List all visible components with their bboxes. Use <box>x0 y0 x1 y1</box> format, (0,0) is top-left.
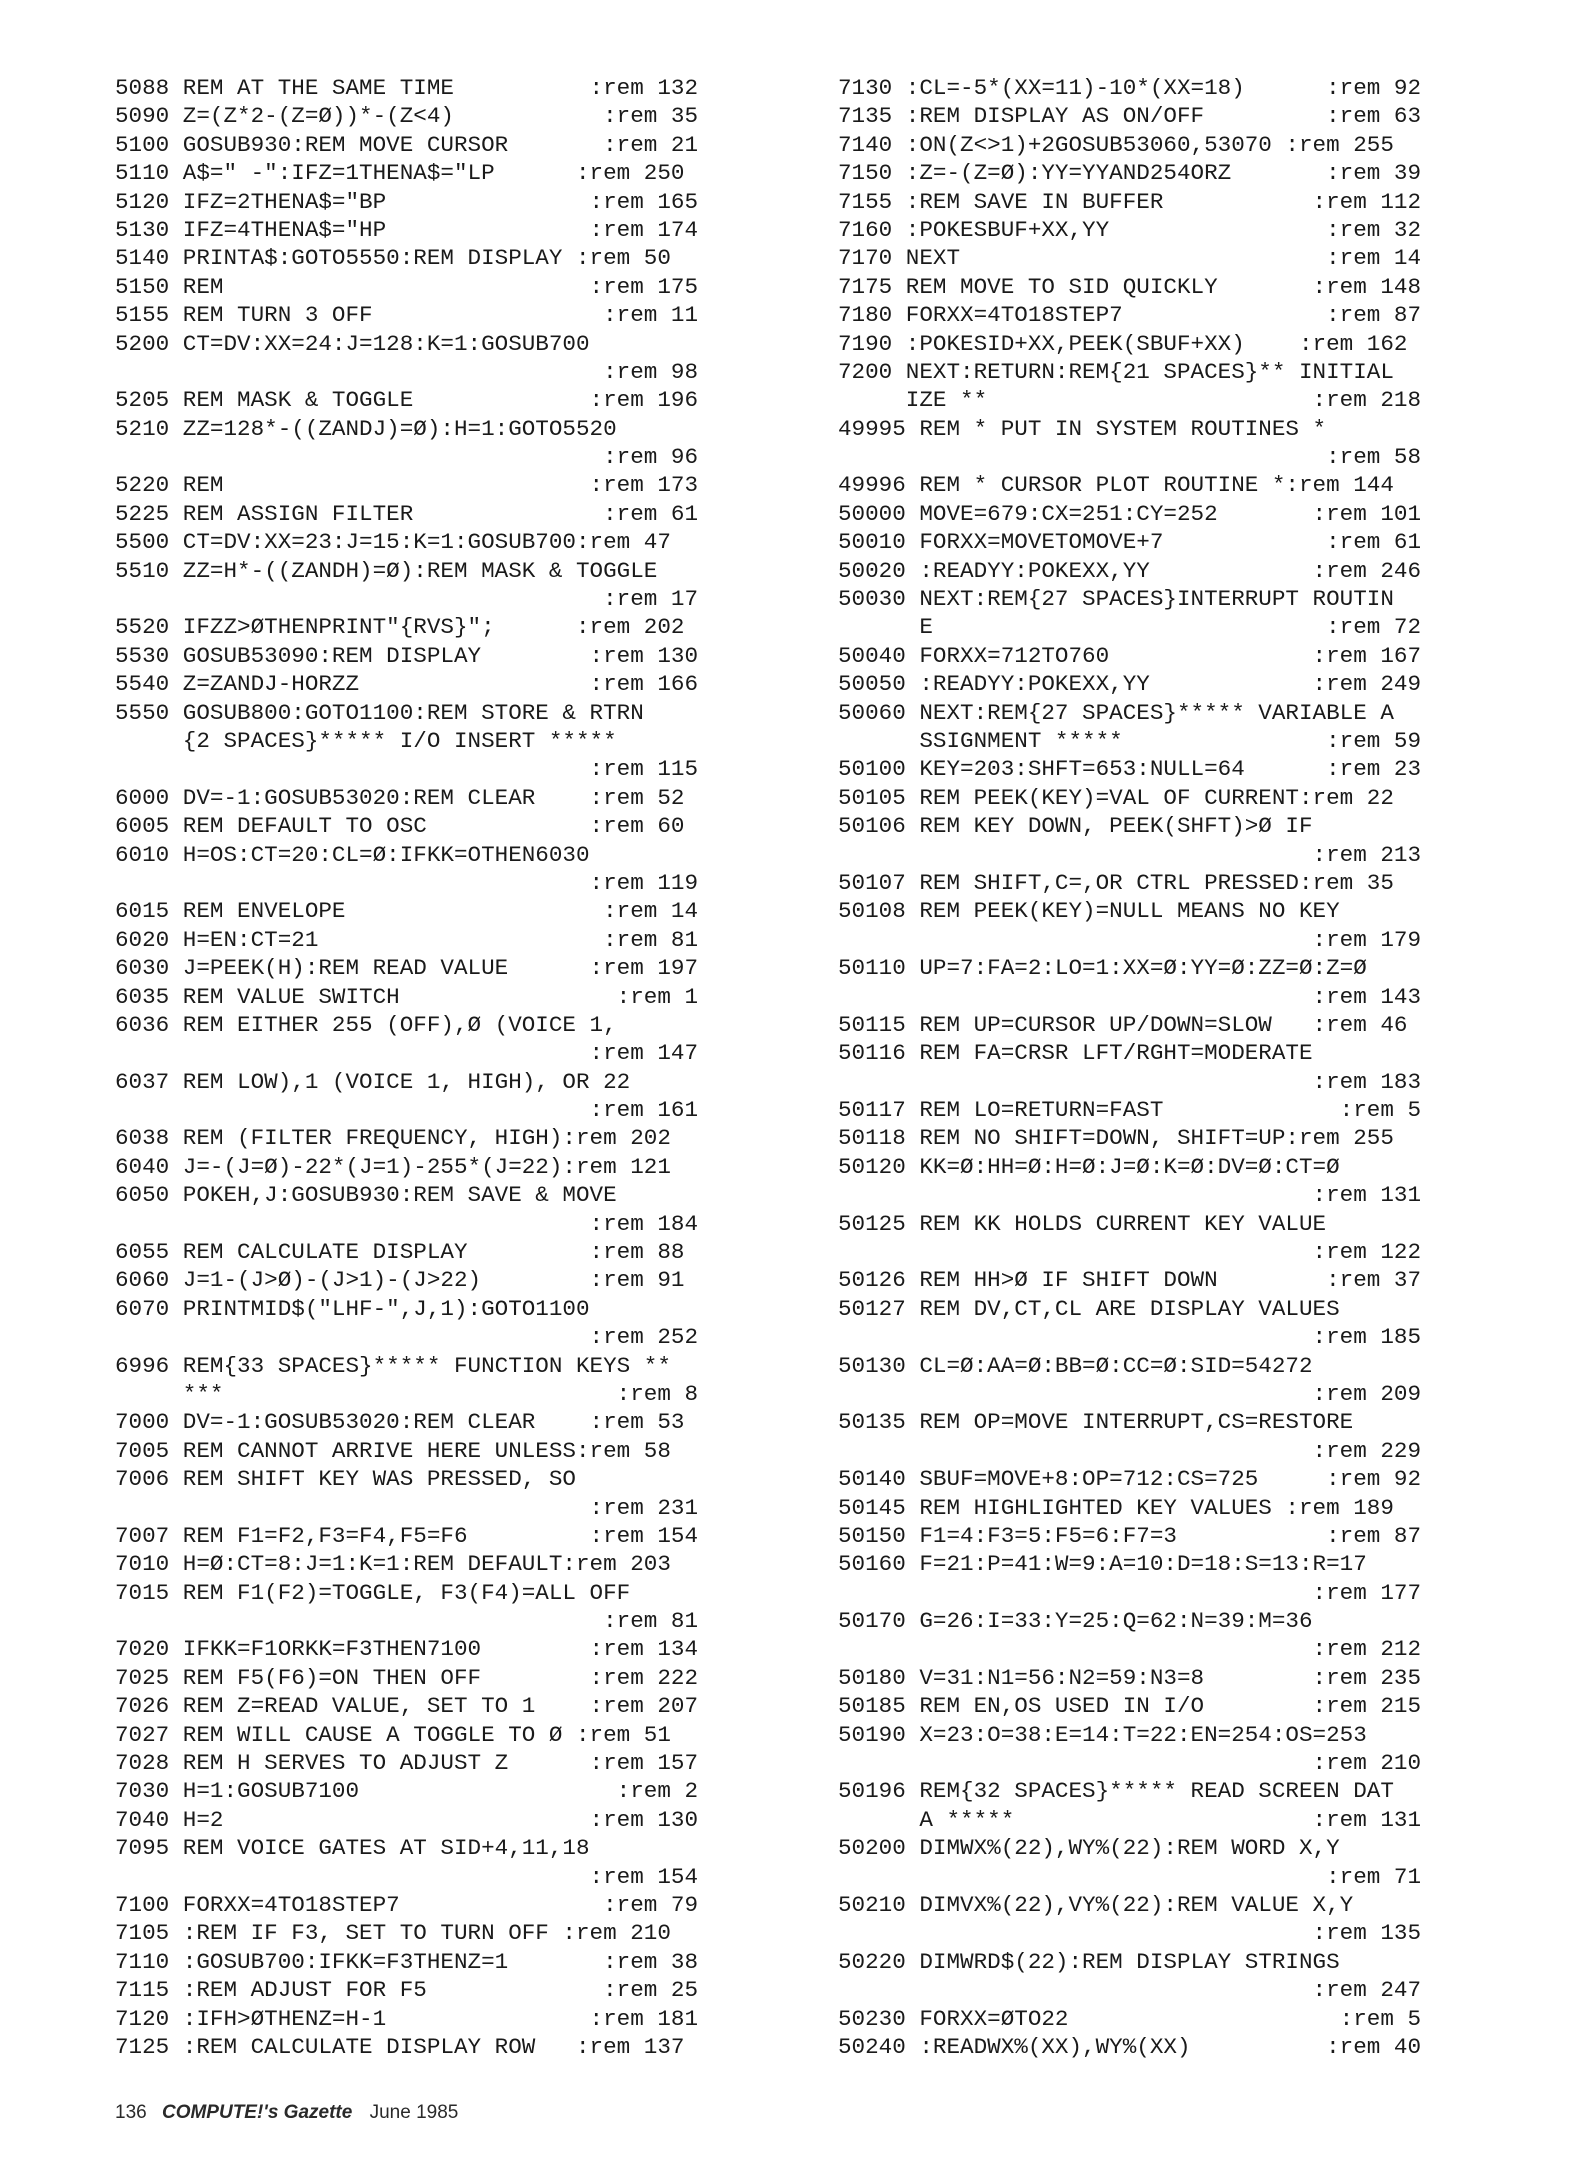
code-line: 50200 DIMWX%(22),WY%(22):REM WORD X,Y <box>838 1835 1340 1862</box>
code-line: 7130 :CL=-5*(XX=11)-10*(XX=18) :rem 92 <box>838 75 1422 101</box>
code-line: :rem 252 <box>115 1324 699 1351</box>
code-line: 50108 REM PEEK(KEY)=NULL MEANS NO KEY <box>838 898 1340 925</box>
code-line: 50230 FORXX=ØTO22 :rem 5 <box>838 2005 1422 2032</box>
code-line: 5120 IFZ=2THENA$="BP :rem 165 <box>115 188 699 215</box>
code-line: 50040 FORXX=712TO760 :rem 167 <box>838 642 1422 669</box>
code-line: 5090 Z=(Z*2-(Z=Ø))*-(Z<4) :rem 35 <box>115 103 699 130</box>
code-line: 7030 H=1:GOSUB7100 :rem 2 <box>115 1778 699 1805</box>
code-line: 5540 Z=ZANDJ-HORZZ :rem 166 <box>115 671 699 698</box>
code-line: 50116 REM FA=CRSR LFT/RGHT=MODERATE <box>838 1040 1313 1067</box>
code-line: 6000 DV=-1:GOSUB53020:REM CLEAR :rem 52 <box>115 784 685 811</box>
code-line: SSIGNMENT ***** :rem 59 <box>838 727 1422 754</box>
code-line: :rem 17 <box>115 586 699 613</box>
code-line: 7125 :REM CALCULATE DISPLAY ROW :rem 137 <box>115 2033 685 2060</box>
code-line: 50125 REM KK HOLDS CURRENT KEY VALUE <box>838 1210 1327 1237</box>
code-line: 7190 :POKESID+XX,PEEK(SBUF+XX) :rem 162 <box>838 330 1408 357</box>
code-line: 5210 ZZ=128*-((ZANDJ)=Ø):H=1:GOTO5520 <box>115 415 617 442</box>
code-line: 5220 REM :rem 173 <box>115 472 699 499</box>
code-line: 5150 REM :rem 175 <box>115 273 699 300</box>
code-line: :rem 58 <box>838 444 1422 471</box>
code-line: 5530 GOSUB53090:REM DISPLAY :rem 130 <box>115 642 699 669</box>
code-line: 50020 :READYY:POKEXX,YY :rem 246 <box>838 557 1422 584</box>
code-line: 50050 :READYY:POKEXX,YY :rem 249 <box>838 671 1422 698</box>
code-line: 7120 :IFH>ØTHENZ=H-1 :rem 181 <box>115 2005 699 2032</box>
code-line: 5110 A$=" -":IFZ=1THENA$="LP :rem 250 <box>115 160 685 187</box>
code-line: 50100 KEY=203:SHFT=653:NULL=64 :rem 23 <box>838 756 1422 783</box>
code-line: :rem 213 <box>838 841 1422 868</box>
page-number: 136 <box>115 2102 147 2123</box>
code-line: 7027 REM WILL CAUSE A TOGGLE TO Ø :rem 51 <box>115 1721 671 1748</box>
code-line: 50110 UP=7:FA=2:LO=1:XX=Ø:YY=Ø:ZZ=Ø:Z=Ø <box>838 955 1367 982</box>
code-line: :rem 98 <box>115 358 699 385</box>
code-line: 5225 REM ASSIGN FILTER :rem 61 <box>115 500 699 527</box>
code-line: 7140 :ON(Z<>1)+2GOSUB53060,53070 :rem 255 <box>838 131 1394 158</box>
code-line: E :rem 72 <box>838 614 1422 641</box>
code-line: 7007 REM F1=F2,F3=F4,F5=F6 :rem 154 <box>115 1522 699 1549</box>
code-line: 6005 REM DEFAULT TO OSC :rem 60 <box>115 813 685 840</box>
code-line: 7005 REM CANNOT ARRIVE HERE UNLESS:rem 58 <box>115 1437 671 1464</box>
code-line: 5130 IFZ=4THENA$="HP :rem 174 <box>115 216 699 243</box>
code-line: 50170 G=26:I=33:Y=25:Q=62:N=39:M=36 <box>838 1608 1313 1635</box>
code-line: 50196 REM{32 SPACES}***** READ SCREEN DAT <box>838 1778 1394 1805</box>
listing-column-right <box>838 74 1538 2061</box>
code-line: {2 SPACES}***** I/O INSERT ***** <box>115 727 617 754</box>
code-line: 50135 REM OP=MOVE INTERRUPT,CS=RESTORE <box>838 1409 1354 1436</box>
code-line: :rem 71 <box>838 1863 1422 1890</box>
code-line: 7160 :POKESBUF+XX,YY :rem 32 <box>838 216 1422 243</box>
code-line: :rem 147 <box>115 1040 699 1067</box>
code-line: 5140 PRINTA$:GOTO5550:REM DISPLAY :rem 50 <box>115 245 671 272</box>
code-line: 7115 :REM ADJUST FOR F5 :rem 25 <box>115 1977 699 2004</box>
code-line: 50180 V=31:N1=56:N2=59:N3=8 :rem 235 <box>838 1664 1422 1691</box>
code-line: 6020 H=EN:CT=21 :rem 81 <box>115 926 699 953</box>
code-line: :rem 143 <box>838 983 1422 1010</box>
code-line: :rem 247 <box>838 1977 1422 2004</box>
code-line: 5088 REM AT THE SAME TIME :rem 132 <box>115 75 699 101</box>
code-line: 50220 DIMWRD$(22):REM DISPLAY STRINGS <box>838 1948 1340 1975</box>
code-line: :rem 154 <box>115 1863 699 1890</box>
code-line: :rem 210 <box>838 1750 1422 1777</box>
code-line: 7180 FORXX=4TO18STEP7 :rem 87 <box>838 302 1422 329</box>
code-line: 50160 F=21:P=41:W=9:A=10:D=18:S=13:R=17 <box>838 1551 1367 1578</box>
code-line: 7150 :Z=-(Z=Ø):YY=YYAND254ORZ :rem 39 <box>838 160 1422 187</box>
code-line: 50127 REM DV,CT,CL ARE DISPLAY VALUES <box>838 1295 1340 1322</box>
code-line: 6055 REM CALCULATE DISPLAY :rem 88 <box>115 1239 685 1266</box>
code-line: :rem 161 <box>115 1097 699 1124</box>
code-line: 5200 CT=DV:XX=24:J=128:K=1:GOSUB700 <box>115 330 590 357</box>
code-line: :rem 184 <box>115 1210 699 1237</box>
code-line: :rem 96 <box>115 444 699 471</box>
code-line: 6037 REM LOW),1 (VOICE 1, HIGH), OR 22 <box>115 1068 631 1095</box>
code-line: 7006 REM SHIFT KEY WAS PRESSED, SO <box>115 1466 576 1493</box>
code-line: 6070 PRINTMID$("LHF-",J,1):GOTO1100 <box>115 1295 590 1322</box>
code-line: 7015 REM F1(F2)=TOGGLE, F3(F4)=ALL OFF <box>115 1579 631 1606</box>
code-line: 50120 KK=Ø:HH=Ø:H=Ø:J=Ø:K=Ø:DV=Ø:CT=Ø <box>838 1153 1340 1180</box>
code-line: 49995 REM * PUT IN SYSTEM ROUTINES * <box>838 415 1327 442</box>
code-line: 50145 REM HIGHLIGHTED KEY VALUES :rem 189 <box>838 1494 1394 1521</box>
code-line: :rem 177 <box>838 1579 1422 1606</box>
code-line: 7175 REM MOVE TO SID QUICKLY :rem 148 <box>838 273 1422 300</box>
code-line: 6030 J=PEEK(H):REM READ VALUE :rem 197 <box>115 955 699 982</box>
code-line: 7170 NEXT :rem 14 <box>838 245 1422 272</box>
code-line: 7135 :REM DISPLAY AS ON/OFF :rem 63 <box>838 103 1422 130</box>
code-line: 50130 CL=Ø:AA=Ø:BB=Ø:CC=Ø:SID=54272 <box>838 1352 1313 1379</box>
code-line: 7025 REM F5(F6)=ON THEN OFF :rem 222 <box>115 1664 699 1691</box>
code-line: 7110 :GOSUB700:IFKK=F3THENZ=1 :rem 38 <box>115 1948 699 1975</box>
code-line: :rem 81 <box>115 1608 699 1635</box>
code-line: :rem 209 <box>838 1380 1422 1407</box>
code-line: 50106 REM KEY DOWN, PEEK(SHFT)>Ø IF <box>838 813 1313 840</box>
code-line: IZE ** :rem 218 <box>838 387 1422 414</box>
code-line: 7155 :REM SAVE IN BUFFER :rem 112 <box>838 188 1422 215</box>
code-line: 5155 REM TURN 3 OFF :rem 11 <box>115 302 699 329</box>
magazine-title: COMPUTE!'s Gazette <box>161 2102 353 2123</box>
code-line: 7100 FORXX=4TO18STEP7 :rem 79 <box>115 1892 699 1918</box>
code-line: 7040 H=2 :rem 130 <box>115 1806 699 1833</box>
code-line: :rem 185 <box>838 1324 1422 1351</box>
listing-column-left <box>115 74 825 2061</box>
code-line: 50150 F1=4:F3=5:F5=6:F7=3 :rem 87 <box>838 1522 1422 1549</box>
code-line: 7095 REM VOICE GATES AT SID+4,11,18 <box>115 1835 590 1862</box>
code-line: 50115 REM UP=CURSOR UP/DOWN=SLOW :rem 46 <box>838 1011 1408 1038</box>
code-line: 50185 REM EN,OS USED IN I/O :rem 215 <box>838 1693 1422 1720</box>
code-line: 50105 REM PEEK(KEY)=VAL OF CURRENT:rem 22 <box>838 784 1394 811</box>
code-line: 5550 GOSUB800:GOTO1100:REM STORE & RTRN <box>115 699 644 726</box>
code-line: :rem 183 <box>838 1068 1422 1095</box>
code-line: 50140 SBUF=MOVE+8:OP=712:CS=725 :rem 92 <box>838 1466 1422 1493</box>
code-line: 50060 NEXT:REM{27 SPACES}***** VARIABLE A <box>838 699 1394 726</box>
code-line: :rem 179 <box>838 926 1422 953</box>
code-line: 6010 H=OS:CT=20:CL=Ø:IFKK=OTHEN6030 <box>115 841 590 868</box>
code-line: :rem 131 <box>838 1182 1422 1209</box>
code-line: 50126 REM HH>Ø IF SHIFT DOWN :rem 37 <box>838 1267 1422 1294</box>
code-line: 6015 REM ENVELOPE :rem 14 <box>115 898 699 925</box>
code-line: :rem 229 <box>838 1437 1422 1464</box>
code-line: 49996 REM * CURSOR PLOT ROUTINE *:rem 144 <box>838 472 1394 499</box>
code-line: 50107 REM SHIFT,C=,OR CTRL PRESSED:rem 35 <box>838 869 1394 896</box>
code-line: 7026 REM Z=READ VALUE, SET TO 1 :rem 207 <box>115 1693 699 1720</box>
code-line: :rem 231 <box>115 1494 699 1521</box>
code-line: 7000 DV=-1:GOSUB53020:REM CLEAR :rem 53 <box>115 1409 685 1436</box>
code-line: 6050 POKEH,J:GOSUB930:REM SAVE & MOVE <box>115 1182 617 1209</box>
code-line: 50010 FORXX=MOVETOMOVE+7 :rem 61 <box>838 529 1422 556</box>
page-footer <box>115 2102 458 2124</box>
code-line: 6040 J=-(J=Ø)-22*(J=1)-255*(J=22):rem 121 <box>115 1153 671 1180</box>
code-line: :rem 135 <box>838 1920 1422 1947</box>
code-line: 50118 REM NO SHIFT=DOWN, SHIFT=UP:rem 255 <box>838 1125 1394 1152</box>
code-line: 7010 H=Ø:CT=8:J=1:K=1:REM DEFAULT:rem 203 <box>115 1551 671 1578</box>
issue-date: June 1985 <box>369 2102 459 2123</box>
code-line: 7020 IFKK=F1ORKK=F3THEN7100 :rem 134 <box>115 1636 699 1663</box>
code-line: 6036 REM EITHER 255 (OFF),Ø (VOICE 1, <box>115 1011 617 1038</box>
code-line: 5205 REM MASK & TOGGLE :rem 196 <box>115 387 699 414</box>
code-line: 6038 REM (FILTER FREQUENCY, HIGH):rem 202 <box>115 1125 671 1152</box>
code-line: 5520 IFZZ>ØTHENPRINT"{RVS}"; :rem 202 <box>115 614 685 641</box>
code-line: 50030 NEXT:REM{27 SPACES}INTERRUPT ROUTIN <box>838 586 1394 613</box>
code-line: 50190 X=23:O=38:E=14:T=22:EN=254:OS=253 <box>838 1721 1367 1748</box>
code-line: 50000 MOVE=679:CX=251:CY=252 :rem 101 <box>838 500 1422 527</box>
code-line: 7028 REM H SERVES TO ADJUST Z :rem 157 <box>115 1750 699 1777</box>
code-line: :rem 122 <box>838 1239 1422 1266</box>
code-line: :rem 212 <box>838 1636 1422 1663</box>
code-line: 6060 J=1-(J>Ø)-(J>1)-(J>22) :rem 91 <box>115 1267 685 1294</box>
code-line: *** :rem 8 <box>115 1380 699 1407</box>
code-line: 5500 CT=DV:XX=23:J=15:K=1:GOSUB700:rem 47 <box>115 529 671 556</box>
code-line: A ***** :rem 131 <box>838 1806 1422 1833</box>
code-line: 6035 REM VALUE SWITCH :rem 1 <box>115 983 699 1010</box>
code-line: 7105 :REM IF F3, SET TO TURN OFF :rem 210 <box>115 1920 671 1947</box>
code-line: 6996 REM{33 SPACES}***** FUNCTION KEYS ** <box>115 1352 671 1379</box>
code-line: 5510 ZZ=H*-((ZANDH)=Ø):REM MASK & TOGGLE <box>115 557 658 584</box>
code-line: 50240 :READWX%(XX),WY%(XX) :rem 40 <box>838 2033 1422 2060</box>
code-line: :rem 119 <box>115 869 699 896</box>
code-line: 7200 NEXT:RETURN:REM{21 SPACES}** INITIAL <box>838 358 1394 385</box>
code-line: :rem 115 <box>115 756 699 783</box>
code-line: 50210 DIMVX%(22),VY%(22):REM VALUE X,Y <box>838 1892 1354 1918</box>
code-line: 5100 GOSUB930:REM MOVE CURSOR :rem 21 <box>115 131 699 158</box>
code-line: 50117 REM LO=RETURN=FAST :rem 5 <box>838 1097 1422 1124</box>
